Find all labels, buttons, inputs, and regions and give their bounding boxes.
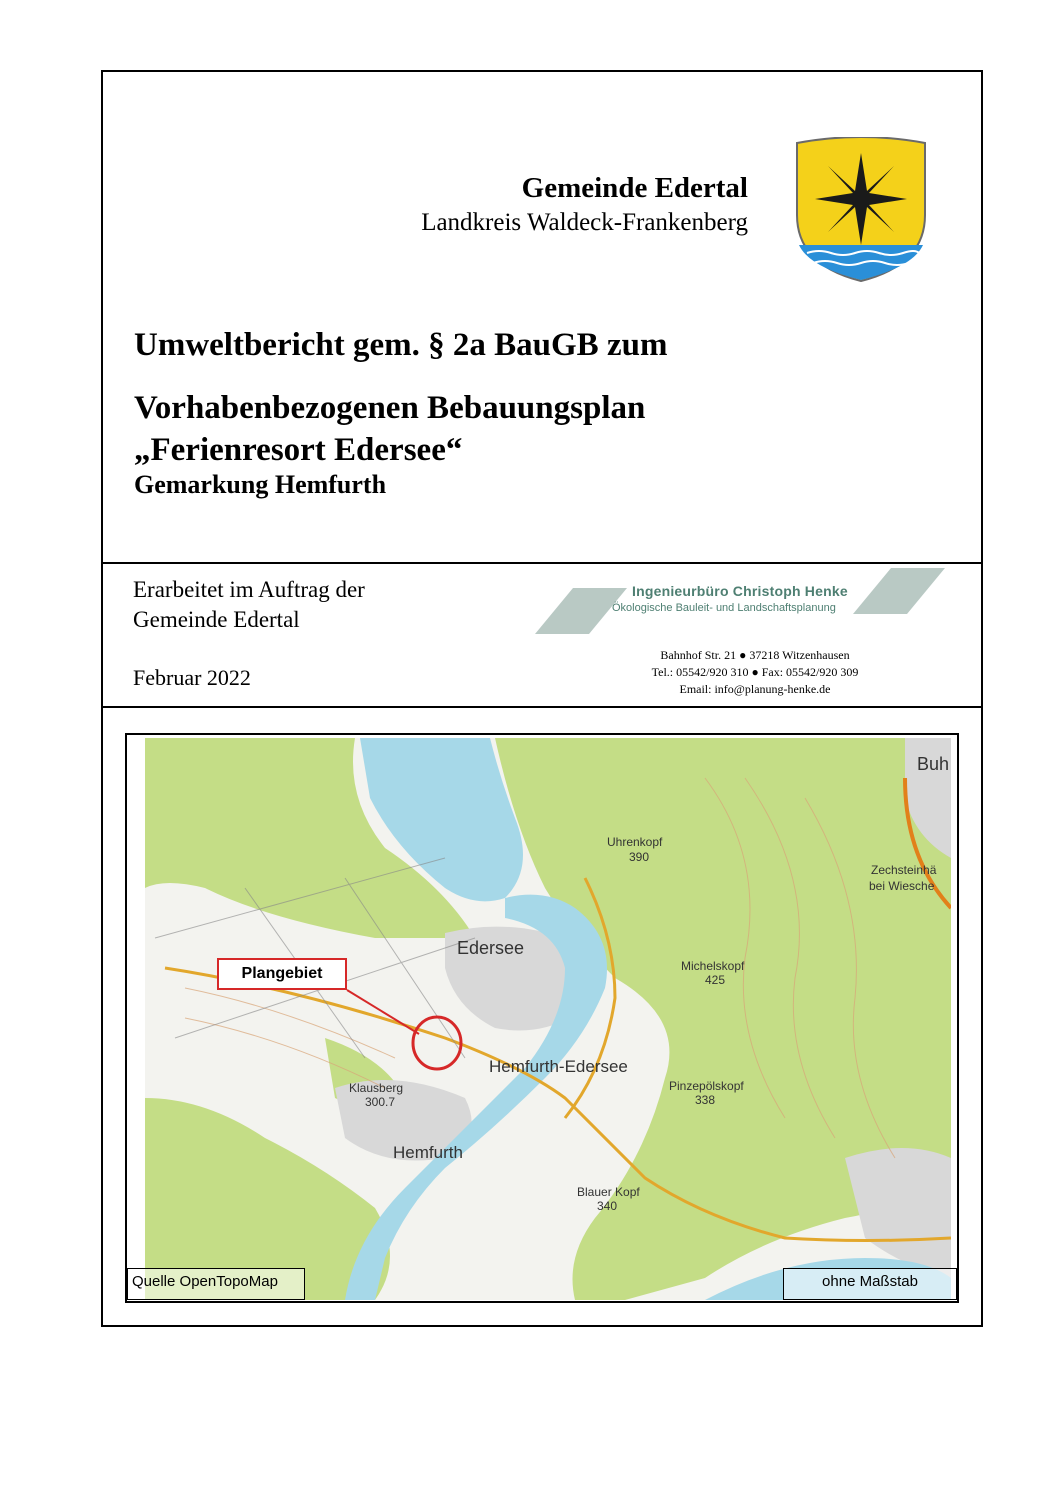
- company-name: Ingenieurbüro Christoph Henke: [632, 583, 848, 599]
- report-title-line-1: Umweltbericht gem. § 2a BauGB zum: [134, 327, 668, 363]
- company-phone: Tel.: 05542/920 310 ● Fax: 05542/920 309: [651, 665, 859, 679]
- map-source: Quelle OpenTopoMap: [127, 1268, 305, 1300]
- commission-line-2: Gemeinde Edertal: [133, 607, 300, 632]
- label-hemfurth-edersee: Hemfurth-Edersee: [489, 1057, 628, 1076]
- label-blauer-kopf-height: 340: [597, 1199, 618, 1213]
- company-email: Email: info@planung-henke.de: [679, 682, 831, 696]
- label-zechstein-1: Zechsteinhä: [871, 863, 937, 877]
- company-logo-icon: [535, 566, 945, 636]
- label-klausberg: Klausberg: [349, 1081, 404, 1095]
- company-subtitle: Ökologische Bauleit- und Landschaftsplanung: [612, 602, 836, 614]
- report-date: Februar 2022: [133, 665, 251, 690]
- company-address: Bahnhof Str. 21 ● 37218 Witzenhausen: [660, 648, 850, 662]
- municipality-name: Gemeinde Edertal: [521, 172, 748, 204]
- info-divider: [101, 706, 983, 708]
- label-michelskopf: Michelskopf: [681, 959, 745, 973]
- map-scale-note: ohne Maßstab: [783, 1268, 957, 1300]
- label-uhrenkopf-height: 390: [629, 850, 650, 864]
- coat-of-arms: [793, 137, 929, 283]
- label-pinzepoelskopf: Pinzepölskopf: [669, 1079, 744, 1093]
- report-title-line-3: „Ferienresort Edersee“: [134, 432, 463, 468]
- topographic-map: [145, 738, 951, 1300]
- label-hemfurth: Hemfurth: [393, 1143, 463, 1162]
- label-edersee: Edersee: [457, 938, 525, 958]
- label-klausberg-height: 300.7: [365, 1095, 396, 1109]
- report-title-line-4: Gemarkung Hemfurth: [134, 470, 387, 499]
- label-uhrenkopf: Uhrenkopf: [607, 835, 663, 849]
- district-name: Landkreis Waldeck-Frankenberg: [421, 209, 748, 236]
- label-michelskopf-height: 425: [705, 973, 726, 987]
- label-blauer-kopf: Blauer Kopf: [577, 1185, 640, 1199]
- label-pinzepoelskopf-height: 338: [695, 1093, 716, 1107]
- plan-area-callout: Plangebiet: [217, 958, 347, 990]
- label-zechstein-2: bei Wiesche: [869, 879, 935, 893]
- company-contact: [605, 647, 905, 698]
- commission-note: [133, 575, 365, 635]
- report-title-line-2: Vorhabenbezogenen Bebauungsplan: [134, 390, 646, 426]
- header-divider: [101, 562, 983, 564]
- commission-line-1: Erarbeitet im Auftrag der: [133, 577, 365, 602]
- label-buhl: Buh: [917, 754, 950, 774]
